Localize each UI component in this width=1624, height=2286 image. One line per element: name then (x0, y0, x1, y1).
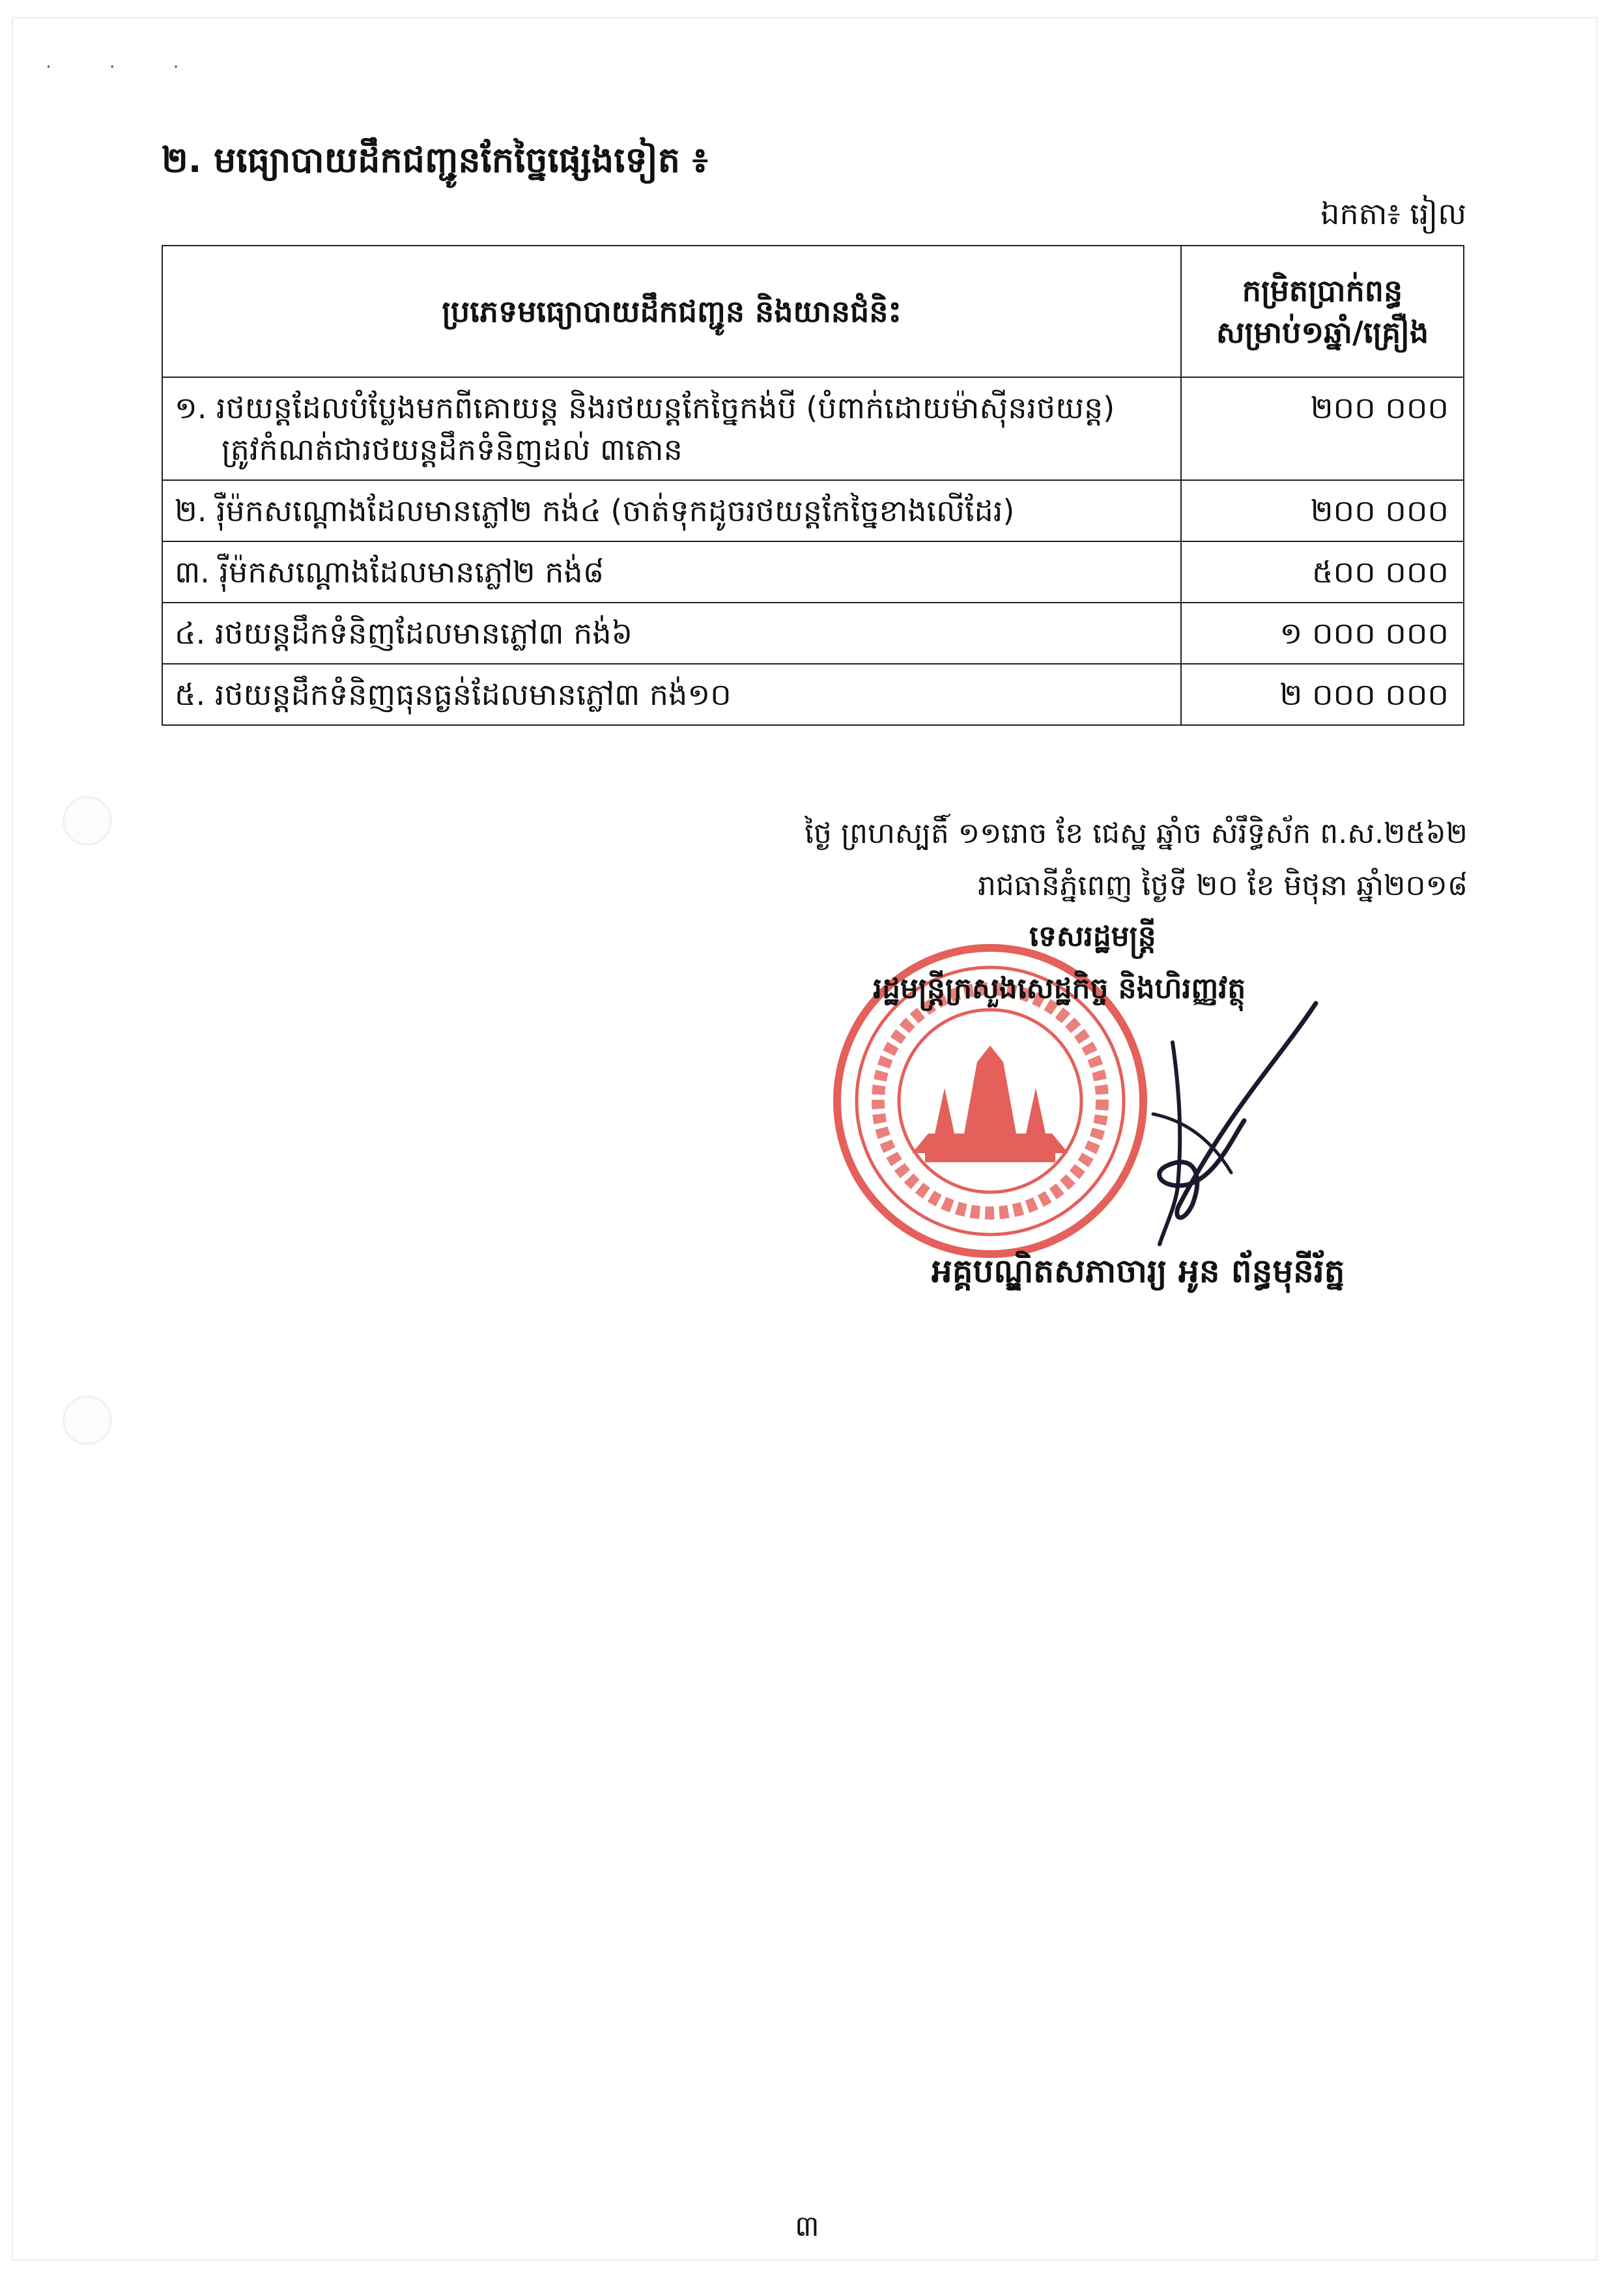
punch-hole-top (63, 796, 112, 846)
table-header-row (162, 246, 1464, 377)
header-tax-rate-line1: កម្រិតប្រាក់ពន្ធ (1242, 273, 1403, 308)
ministry-name: រដ្ឋមន្ត្រីក្រសួងសេដ្ឋកិច្ច និងហិរញ្ញវត្ថុ (873, 972, 1246, 1005)
header-tax-rate (1181, 246, 1464, 377)
page-number: ៣ (795, 2210, 819, 2243)
tax-amount-cell: ១ ០០០ ០០០ (1181, 603, 1464, 664)
scan-specks: · · · (46, 56, 205, 78)
vehicle-type-cell: ៥. រថយន្តដឹកទំនិញធុនធ្ងន់ដែលមានភ្លៅ៣ កង់១០ (162, 664, 1181, 725)
table-row (162, 377, 1464, 480)
gregorian-date-line: រាជធានីភ្នំពេញ ថ្ងៃទី ២០ ខែ មិថុនា ឆ្នាំ២០១៨ (977, 869, 1468, 902)
fee-table (162, 245, 1464, 726)
signature-icon (1081, 990, 1355, 1264)
tax-amount-cell: ២ ០០០ ០០០ (1181, 664, 1464, 725)
table-row (162, 664, 1464, 725)
tax-amount-cell: ២០០ ០០០ (1181, 377, 1464, 480)
vehicle-type-cell: ៤. រថយន្តដឹកទំនិញដែលមានភ្លៅ៣ កង់៦ (162, 603, 1181, 664)
vehicle-type-cell: ២. រ៉ឺម៉កសណ្តោងដែលមានភ្លៅ២ កង់៤ (ចាត់ទុកដូចរថយន្តកែច្នៃខាងលើដែរ) (162, 480, 1181, 541)
unit-label: ឯកតា៖ រៀល (1320, 196, 1466, 231)
minister-title: ទេសរដ្ឋមន្ត្រី (1029, 920, 1156, 953)
header-vehicle-type: ប្រភេទមធ្យោបាយដឹកជញ្ជូន និងយានជំនិះ (162, 246, 1181, 377)
vehicle-type-line1: ១. រថយន្តដែលបំប្លែងមកពីគោយន្ត និងរថយន្តកែច្នៃកង់បី (បំពាក់ដោយម៉ាស៊ីនរថយន្ត) (175, 390, 1115, 425)
header-tax-rate-line2: សម្រាប់១ឆ្នាំ/គ្រឿង (1216, 315, 1429, 350)
vehicle-type-cell: ៣. រ៉ឺម៉កសណ្តោងដែលមានភ្លៅ២ កង់៨ (162, 541, 1181, 603)
table-row (162, 603, 1464, 664)
vehicle-type-line2: ត្រូវកំណត់ជារថយន្តដឹកទំនិញដល់ ៣តោន (221, 432, 683, 467)
lunar-date-line: ថ្ងៃ ព្រហស្បតិ៍ ១១រោច ខែ ជេស្ឋ ឆ្នាំច សំរឹទ្ធិស័ក ព.ស.២៥៦២ (805, 817, 1468, 850)
table-row (162, 541, 1464, 603)
minister-name: អគ្គបណ្ឌិតសភាចារ្យ អូន ព័ន្ធមុនីរ័ត្ន (932, 1252, 1345, 1290)
tax-amount-cell: ៥០០ ០០០ (1181, 541, 1464, 603)
section-heading: ២. មធ្យោបាយដឹកជញ្ជូនកែច្នៃផ្សេងទៀត ៖ (162, 139, 708, 180)
vehicle-type-cell (162, 377, 1181, 480)
punch-hole-bottom (63, 1395, 112, 1445)
date-block (805, 808, 1468, 912)
tax-amount-cell: ២០០ ០០០ (1181, 480, 1464, 541)
table-row (162, 480, 1464, 541)
